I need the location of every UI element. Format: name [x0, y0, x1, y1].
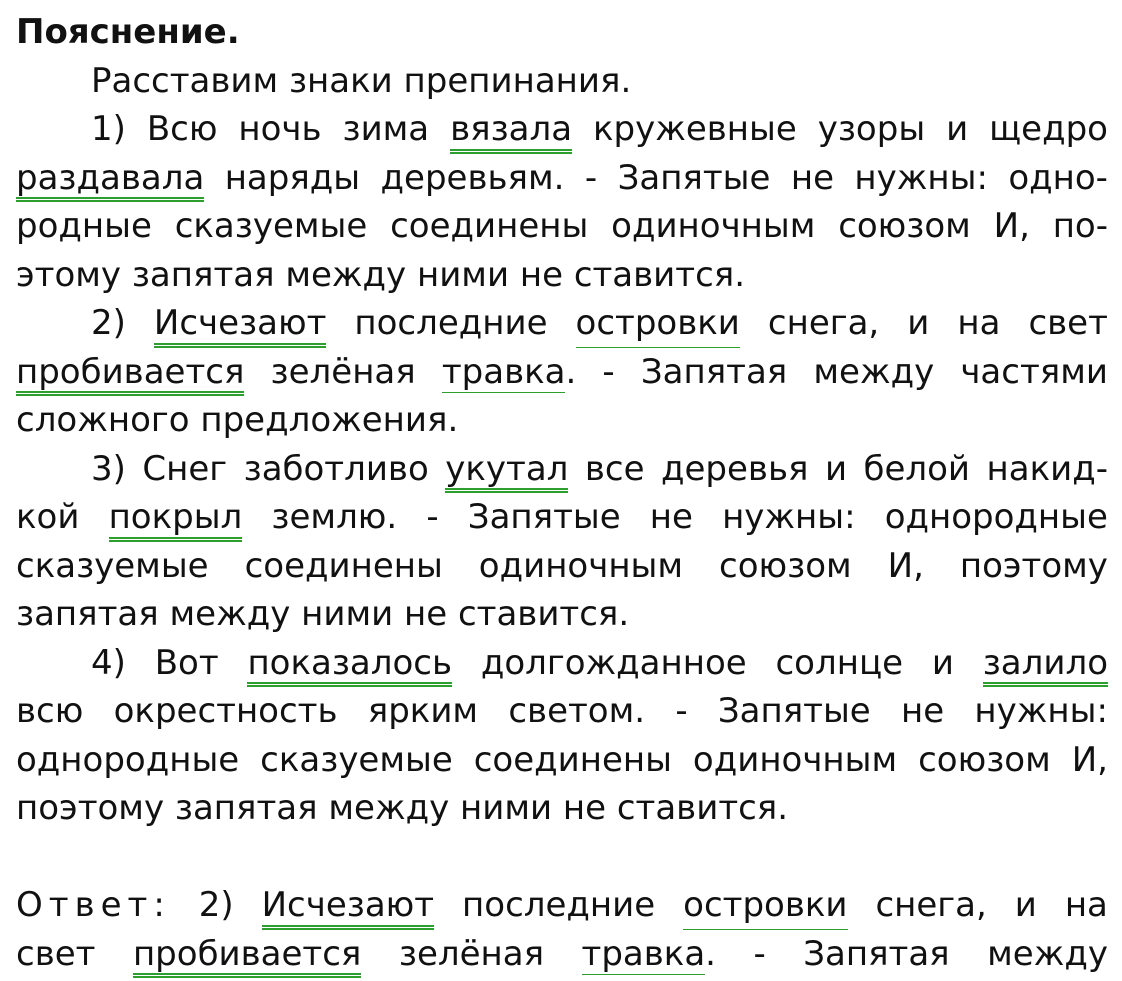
word: -	[426, 497, 439, 537]
item-3-line-2	[16, 493, 1108, 542]
item-3-line-4: запятая между ними не ставится.	[16, 594, 630, 634]
word: однородные	[884, 497, 1108, 537]
word: и	[824, 448, 848, 489]
word-group	[582, 930, 716, 979]
word: одиночным	[478, 545, 684, 586]
word: заботливо	[243, 448, 429, 489]
word: по-	[1052, 206, 1108, 246]
item-number: 2)	[91, 303, 126, 343]
word: одно-	[1008, 157, 1108, 198]
period: .	[565, 351, 577, 392]
item-2-line-2	[16, 348, 1108, 397]
predicate-word: залило	[983, 639, 1108, 688]
word: снега,	[875, 885, 987, 925]
intro-line: Расставим знаки препинания.	[91, 60, 632, 101]
word: зелёная	[398, 933, 545, 974]
subject-word: травка	[441, 351, 566, 392]
word: ночь	[238, 109, 322, 149]
item-3-line-1	[16, 445, 1108, 494]
word: деревья	[661, 448, 809, 489]
period: .	[705, 933, 716, 974]
word: однородные	[16, 739, 240, 780]
word: не	[649, 497, 693, 537]
word: на	[1064, 885, 1108, 925]
word: -	[584, 157, 598, 198]
word: родные	[16, 206, 152, 246]
answer-label: Ответ:	[16, 885, 171, 925]
word-group	[442, 348, 576, 397]
subject-word: островки	[683, 881, 847, 930]
word: светом.	[508, 691, 646, 731]
word: соединены	[390, 206, 589, 246]
word: накид-	[986, 448, 1108, 489]
predicate-word: пробивается	[16, 348, 244, 397]
subject-word: островки	[576, 299, 740, 348]
word: союзом	[838, 206, 971, 246]
word: белой	[863, 448, 971, 489]
item-number: 4)	[91, 642, 126, 683]
item-number: 2)	[198, 885, 234, 925]
predicate-word: укутал	[445, 445, 568, 494]
word: свет	[16, 933, 96, 974]
explanation-document	[16, 8, 1108, 978]
word: Всю	[146, 109, 218, 149]
item-1-line-2	[16, 154, 1108, 203]
word: Вот	[154, 642, 219, 683]
word: землю.	[271, 497, 398, 537]
word: -	[675, 691, 688, 731]
answer-line-2	[16, 930, 1108, 979]
word: Снег	[142, 448, 228, 489]
word: узоры	[817, 109, 926, 149]
item-4-line-1	[16, 639, 1108, 688]
word: кой	[16, 497, 80, 537]
word: свет	[1028, 303, 1108, 343]
word: не	[900, 691, 945, 731]
predicate-word: показалось	[247, 639, 452, 688]
word: частями	[960, 351, 1108, 392]
word: -	[602, 351, 615, 392]
item-4-line-2	[16, 687, 1108, 736]
word: последние	[354, 303, 548, 343]
predicate-word: вязала	[450, 105, 572, 154]
answer-line-1	[16, 881, 1108, 930]
word: все	[584, 448, 645, 489]
word: сказуемые	[260, 739, 453, 780]
word: сказуемые	[174, 206, 368, 246]
word: не	[790, 157, 835, 198]
word: нужны:	[722, 497, 856, 537]
word: сказуемые	[16, 545, 209, 586]
word: И,	[993, 206, 1030, 246]
word: поэтому	[959, 545, 1108, 586]
predicate-word: пробивается	[133, 930, 361, 979]
predicate-word: Исчезают	[262, 881, 434, 930]
word: снега,	[767, 303, 880, 343]
word: между	[813, 351, 935, 392]
explanation-heading: Пояснение.	[16, 12, 240, 52]
word: всю	[16, 691, 84, 731]
word: деревьям.	[380, 157, 565, 198]
word: и	[931, 642, 954, 683]
item-1-line-3	[16, 202, 1108, 251]
word: одиночным	[611, 206, 816, 246]
word: Запятые	[617, 157, 771, 198]
blank-line	[16, 833, 1108, 882]
item-2-line-3: сложного предложения.	[16, 400, 459, 440]
word: зима	[342, 109, 430, 149]
word: союзом	[719, 545, 852, 586]
word: долгожданное	[480, 642, 747, 683]
item-2-line-1	[16, 299, 1108, 348]
word: между	[987, 933, 1108, 974]
word: одиночным	[692, 739, 898, 780]
word: И,	[887, 545, 924, 586]
word: солнце	[775, 642, 904, 683]
item-3-line-3	[16, 542, 1108, 591]
item-number: 1)	[91, 109, 126, 149]
subject-word: травка	[581, 933, 706, 974]
item-1-line-4: этому запятая между ними не ставится.	[16, 254, 746, 295]
item-number: 3)	[91, 448, 126, 489]
word: последние	[462, 885, 656, 925]
word: ярким	[367, 691, 479, 731]
word: наряды	[224, 157, 361, 198]
word: и	[1014, 885, 1037, 925]
word: на	[957, 303, 1001, 343]
item-1-line-1	[16, 105, 1108, 154]
word: окрестность	[113, 691, 338, 731]
word: Запятые	[467, 497, 621, 537]
predicate-word: покрыл	[109, 493, 243, 542]
word: щедро	[989, 109, 1108, 149]
word: Запятые	[717, 691, 871, 731]
word: соединены	[473, 739, 672, 780]
word: и	[946, 109, 969, 149]
word: И,	[1071, 739, 1108, 780]
predicate-word: раздавала	[16, 154, 204, 203]
word: соединены	[244, 545, 443, 586]
predicate-word: Исчезают	[154, 299, 326, 348]
word: нужны:	[974, 691, 1108, 731]
word: кружевные	[592, 109, 797, 149]
word: Запятая	[640, 351, 788, 392]
word: нужны:	[854, 157, 988, 198]
word: союзом	[918, 739, 1051, 780]
item-4-line-3	[16, 736, 1108, 785]
word: Запятая	[803, 933, 950, 974]
word: зелёная	[270, 351, 416, 392]
item-4-line-4: поэтому запятая между ними не ставится.	[16, 788, 789, 828]
word: -	[753, 933, 766, 974]
word: и	[907, 303, 930, 343]
